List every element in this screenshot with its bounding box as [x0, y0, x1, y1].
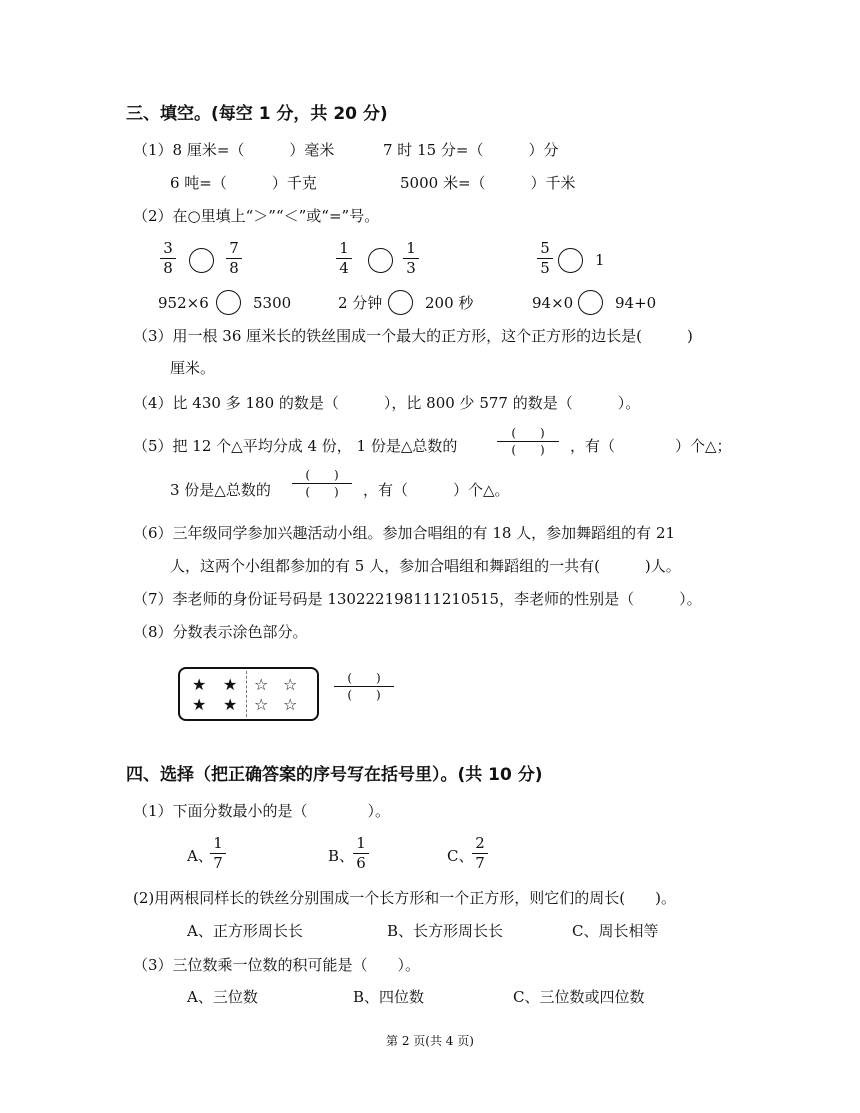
- fraction-5-5: 5 5: [535, 240, 555, 277]
- option-b-label: B、: [328, 847, 355, 865]
- s4-q3-text: （3）三位数乘一位数的积可能是（ ）。: [133, 956, 421, 974]
- expr-94plus0: 94+0: [615, 294, 657, 312]
- page-footer: 第 2 页(共 4 页): [386, 1034, 474, 1048]
- s4-q2-option-c: C、周长相等: [572, 922, 659, 940]
- fraction-1-4: 1 4: [334, 240, 354, 277]
- option-c-label: C、: [447, 847, 474, 865]
- empty-star-icon: ☆: [283, 695, 298, 714]
- compare-circle[interactable]: [368, 248, 393, 273]
- expr-94x0: 94×0: [532, 294, 574, 312]
- number-one: 1: [595, 251, 605, 269]
- q6-line2: 人，这两个小组都参加的有 5 人，参加合唱组和舞蹈组的一共有( )人。: [170, 557, 681, 575]
- s4-q2-text: (2)用两根同样长的铁丝分别围成一个长方形和一个正方形，则它们的周长( )。: [133, 889, 676, 907]
- section3-title: 三、填空。(每空 1 分，共 20 分): [126, 104, 388, 124]
- empty-star-icon: ☆: [254, 675, 269, 694]
- fraction-1-6: 1 6: [351, 835, 371, 872]
- q5-line2-b: ，有（ ）个△。: [363, 481, 510, 499]
- q3-line1: （3）用一根 36 厘米长的铁丝围成一个最大的正方形，这个正方形的边长是( ): [133, 327, 693, 345]
- q8-text: （8）分数表示涂色部分。: [133, 623, 308, 641]
- fraction-3-8: 3 8: [158, 240, 178, 277]
- fraction-1-3: 1 3: [401, 240, 421, 277]
- q5-line1-a: （5）把 12 个△平均分成 4 份， 1 份是△总数的: [133, 437, 458, 455]
- filled-star-icon: ★: [223, 695, 238, 714]
- q7-text: （7）李老师的身份证号码是 130222198111210515，李老师的性别是（ ）。: [133, 590, 702, 608]
- s4-q3-option-a: A、三位数: [187, 988, 258, 1006]
- q6-line1: （6）三年级同学参加兴趣活动小组。参加合唱组的有 18 人，参加舞蹈组的有 21: [133, 524, 676, 542]
- filled-star-icon: ★: [223, 675, 238, 694]
- star-box: [178, 667, 319, 721]
- q1-part-d: 5000 米=（ ）千米: [400, 174, 576, 192]
- q1-part-a: （1）8 厘米=（ ）毫米: [133, 141, 335, 159]
- answer-fraction[interactable]: ( ) ( ): [334, 670, 394, 703]
- section4-title: 四、选择（把正确答案的序号写在括号里）。(共 10 分): [126, 765, 543, 785]
- filled-star-icon: ★: [192, 675, 207, 694]
- compare-circle[interactable]: [388, 290, 413, 315]
- empty-star-icon: ☆: [254, 695, 269, 714]
- answer-fraction[interactable]: ( ) ( ): [292, 467, 352, 500]
- s4-q2-option-b: B、长方形周长长: [387, 922, 504, 940]
- fraction-1-7: 1 7: [208, 835, 228, 872]
- star-box-divider: [246, 671, 247, 717]
- expr-2min: 2 分钟: [338, 294, 383, 312]
- filled-star-icon: ★: [192, 695, 207, 714]
- s4-q3-option-b: B、四位数: [353, 988, 425, 1006]
- compare-circle[interactable]: [216, 290, 241, 315]
- q4-text: （4）比 430 多 180 的数是（ ），比 800 少 577 的数是（ ）。: [133, 394, 641, 412]
- q5-line2-a: 3 份是△总数的: [170, 481, 271, 499]
- q1-part-b: 7 时 15 分=（ ）分: [383, 141, 559, 159]
- fraction-2-7: 2 7: [470, 835, 490, 872]
- answer-fraction[interactable]: ( ) ( ): [497, 425, 559, 458]
- expr-5300: 5300: [253, 294, 292, 312]
- compare-circle[interactable]: [578, 290, 603, 315]
- option-a-label: A、: [187, 847, 213, 865]
- q1-part-c: 6 吨=（ ）千克: [170, 174, 317, 192]
- compare-circle[interactable]: [189, 248, 214, 273]
- compare-circle[interactable]: [558, 248, 583, 273]
- fraction-7-8: 7 8: [224, 240, 244, 277]
- s4-q3-option-c: C、三位数或四位数: [513, 988, 645, 1006]
- empty-star-icon: ☆: [283, 675, 298, 694]
- expr-200s: 200 秒: [425, 294, 474, 312]
- q5-line1-b: ，有（ ）个△；: [570, 437, 732, 455]
- expr-952x6: 952×6: [158, 294, 209, 312]
- s4-q1-text: （1）下面分数最小的是（ ）。: [133, 802, 391, 820]
- q2-text: （2）在○里填上“＞”“＜”或“=”号。: [133, 207, 380, 225]
- s4-q2-option-a: A、正方形周长长: [187, 922, 303, 940]
- q3-line2: 厘米。: [170, 359, 216, 377]
